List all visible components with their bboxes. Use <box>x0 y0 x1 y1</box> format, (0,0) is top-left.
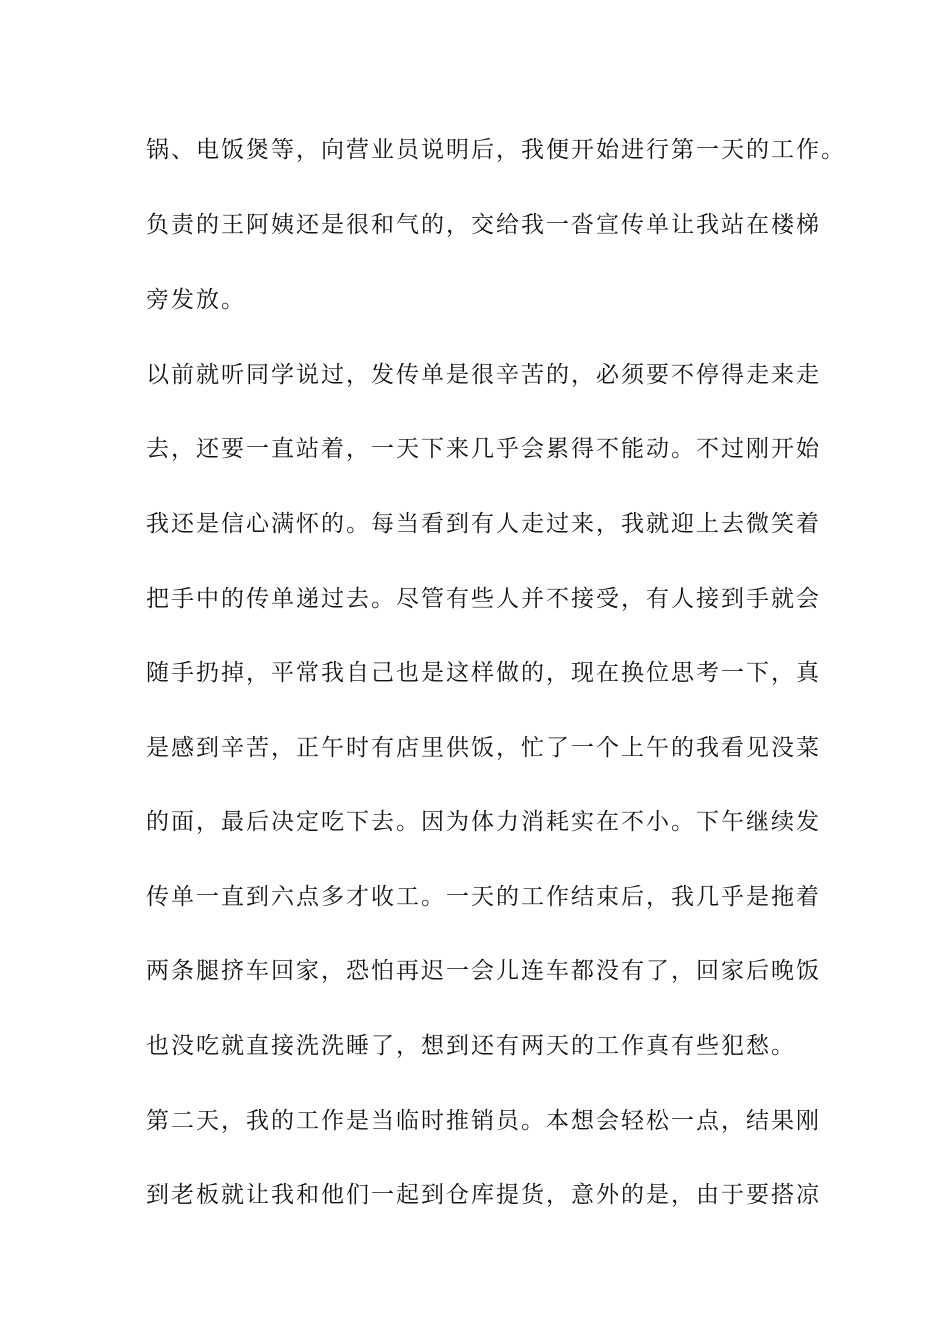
text-line: 是感到辛苦，正午时有店里供饭，忙了一个上午的我看见没菜 <box>146 735 821 761</box>
text-line: 负责的王阿姨还是很和气的，交给我一沓宣传单让我站在楼梯 <box>146 212 821 238</box>
text-line: 去，还要一直站着，一天下来几乎会累得不能动。不过刚开始 <box>146 436 821 462</box>
text-line: 也没吃就直接洗洗睡了，想到还有两天的工作真有些犯愁。 <box>146 1033 796 1059</box>
text-line: 我还是信心满怀的。每当看到有人走过来，我就迎上去微笑着 <box>146 511 821 537</box>
text-line: 旁发放。 <box>146 287 246 313</box>
text-line: 到老板就让我和他们一起到仓库提货，意外的是，由于要搭凉 <box>146 1182 821 1208</box>
text-line: 锅、电饭煲等，向营业员说明后，我便开始进行第一天的工作。 <box>146 137 846 163</box>
text-line: 的面，最后决定吃下去。因为体力消耗实在不小。下午继续发 <box>146 809 821 835</box>
text-line: 传单一直到六点多才收工。一天的工作结束后，我几乎是拖着 <box>146 884 821 910</box>
text-line: 随手扔掉，平常我自己也是这样做的，现在换位思考一下，真 <box>146 660 821 686</box>
text-line: 把手中的传单递过去。尽管有些人并不接受，有人接到手就会 <box>146 586 821 612</box>
text-line: 两条腿挤车回家，恐怕再迟一会儿连车都没有了，回家后晚饭 <box>146 958 821 984</box>
text-line: 第二天，我的工作是当临时推销员。本想会轻松一点，结果刚 <box>146 1108 821 1134</box>
text-line: 以前就听同学说过，发传单是很辛苦的，必须要不停得走来走 <box>146 362 821 388</box>
